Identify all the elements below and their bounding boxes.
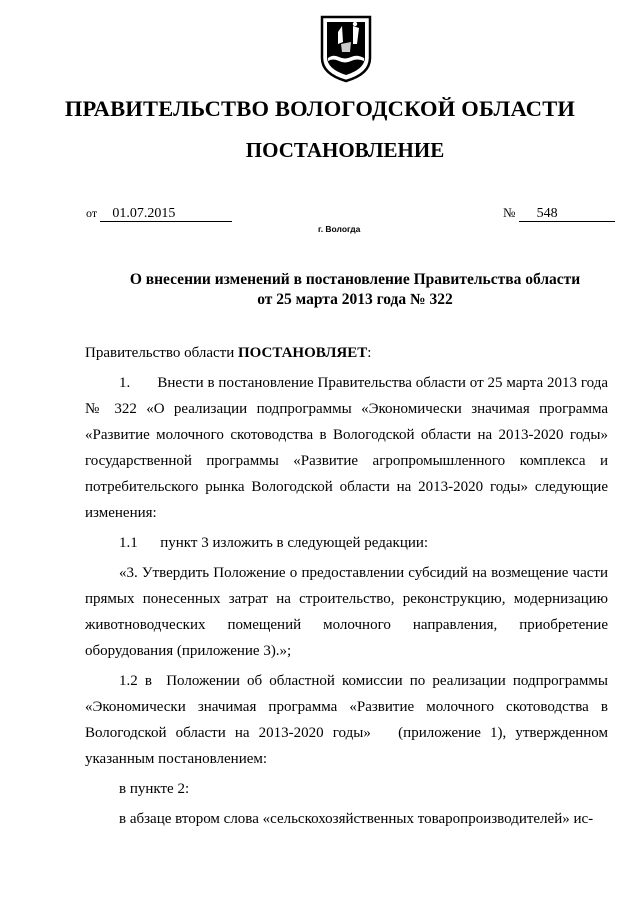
document-number (503, 205, 615, 222)
number-prefix: № (503, 205, 516, 220)
intro-paragraph: Правительство области ПОСТАНОВЛЯЕТ: (85, 345, 372, 361)
organization-title: ПРАВИТЕЛЬСТВО ВОЛОГОДСКОЙ ОБЛАСТИ (64, 96, 576, 121)
date-value: 01.07.2015 (100, 206, 232, 222)
document-body (85, 340, 612, 832)
paragraph-abzac: в абзаце втором слова «сельскохозяйственных товаропроизводителей» ис- (119, 811, 594, 827)
paragraph-quote-3: «3. Утвердить Положение о предоставлении субсидий на возмещение части прямых понесенных затрат на строительство, реконструкцию, модернизацию животноводческих помещений молочного направления, приобретение оборудования (приложение 3).»; (85, 565, 608, 659)
city-label: г. Вологда (318, 224, 361, 234)
document-type-title: ПОСТАНОВЛЕНИЕ (245, 138, 445, 162)
paragraph-point-2: в пункте 2: (119, 781, 190, 797)
coat-of-arms-icon (319, 14, 373, 84)
number-value: 548 (519, 206, 615, 222)
subject-line-1: О внесении изменений в постановление Правительства области (129, 271, 581, 288)
document-date (86, 205, 232, 222)
date-prefix: от (86, 206, 98, 220)
paragraph-1: 1. Внести в постановление Правительства области от 25 марта 2013 года № 322 «О реализации подпрограммы «Экономически значимая программа «Развитие молочного скотоводства в Вологодской области на 2013-2020 годы» государственной программы «Развитие агропромышленного комплекса и потребительского рынка Вологодской области на 2013-2020 годы» следующие изменения: (85, 375, 612, 521)
paragraph-1-1: 1.1 пункт 3 изложить в следующей редакции: (119, 535, 429, 551)
paragraph-1-2: 1.2 в Положении об областной комиссии по реализации подпрограммы «Экономически значимая программа «Развитие молочного скотоводства в Вологодской области на 2013-2020 годы» (приложение 1), утвержденном указанным постановлением: (85, 673, 612, 767)
document-subject (0, 270, 640, 310)
subject-line-2: от 25 марта 2013 года № 322 (257, 291, 453, 308)
resolves-word: ПОСТАНОВЛЯЕТ (237, 345, 368, 361)
